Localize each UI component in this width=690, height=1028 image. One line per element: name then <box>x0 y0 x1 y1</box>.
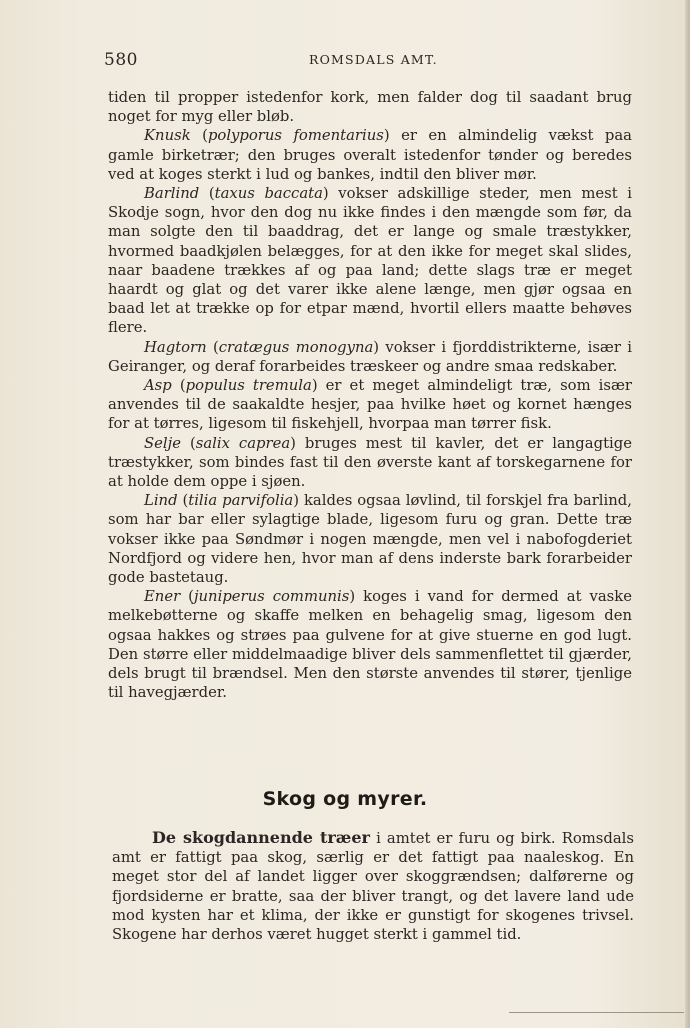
common-name: Barlind <box>144 185 200 203</box>
paragraph-barlind: Barlind (taxus baccata) vokser adskillige steder, men mest i Skodje sogn, hvor den dog nu ikke findes i den mængde som før, da man solgte den til baaddrag, det er lange og smale træstykker, hvormed baadkjølen belægges, for at den ikke for meget skal slides, naar baadene trækkes af og paa land; dette slags træ er meget haardt og glat og det varer ikke alene længe, men gjør ogsaa en baad let at trække op for etpar mænd, hvortil ellers maatte behøves flere. <box>108 185 632 337</box>
paragraph-text: kaldes ogsaa løvlind, til forskjel fra barlind, som har bar eller sylagtige blade, ligesom furu og gran. Dette træ vokser ikke paa Søndmør i nogen mængde, men vel i nabofogderiet Nordfjord og videre hen, hvor man af dens inderste bark forarbeider gode bastetaug. <box>108 492 632 587</box>
paragraph-text: koges i vand for dermed at vaske melkebøtterne og skaffe melken en behagelig smag, ligesom den ogsaa hakkes og strøes paa gulvene for at give stuerne en god lugt. Den større eller middelmaadige bliver dels sammenflettet til gjærder, dels brugt til brændsel. Men den største anvendes til stører, tjenlige til havegjærder. <box>108 588 633 702</box>
section-body <box>112 828 634 944</box>
paragraph-knusk: Knusk (polyporus fomentarius) er en almindelig vækst paa gamle birketrær; den bruges overalt istedenfor tønder og beredes ved at koges sterkt i lud og bankes, indtil den bliver mør. <box>108 127 632 183</box>
common-name: Hagtorn <box>144 338 207 356</box>
paragraph-text: vokser i fjorddistrikterne, især i Geiranger, og deraf forarbeides træskeer og andre smaa redskaber. <box>108 338 632 375</box>
page-number: 580 <box>104 50 138 70</box>
section-paragraph <box>112 828 634 944</box>
page-header <box>104 50 634 72</box>
latin-name: cratægus monogyna <box>218 338 374 356</box>
bottom-rule <box>509 1012 684 1013</box>
paragraph-hagtorn: Hagtorn (cratægus monogyna) vokser i fjorddistrikterne, især i Geiranger, og deraf forarbeides træskeer og andre smaa redskaber. <box>108 338 632 375</box>
latin-name: taxus baccata <box>214 185 323 203</box>
latin-name: tilia parvifolia <box>188 492 294 510</box>
paragraph-text: er en almindelig vækst paa gamle birketrær; den bruges overalt istedenfor tønder og beredes ved at koges sterkt i lud og bankes, indtil den bliver mør. <box>108 127 632 183</box>
common-name: Asp <box>144 377 172 395</box>
page-edge <box>685 0 690 1028</box>
paragraph-text: tiden til propper istedenfor kork, men falder dog til saadant brug noget for myg eller bløb. <box>108 89 632 126</box>
latin-name: populus tremula <box>185 377 312 395</box>
paragraph-text: bruges mest til kavler, det er langagtige træstykker, som bindes fast til den øverste kant af torskegarnene for at holde dem oppe i sjøen. <box>108 434 632 491</box>
common-name: Lind <box>144 492 178 510</box>
section-text: i amtet er furu og birk. Romsdals amt er fattigt paa skog, særlig er det fattigt paa naaleskog. En meget stor del af landet ligger over skoggrændsen; dalførerne og fjordsiderne er bratte, saa der bliver trangt, og det lavere land ude mod kysten har et klima, der ikke er gunstigt for skogenes trivsel. Skogene har derhos været hugget sterkt i gammel tid. <box>112 830 634 944</box>
paragraph-ener: Ener (juniperus communis) koges i vand for dermed at vaske melkebøtterne og skaffe melken en behagelig smag, ligesom den ogsaa hakkes og strøes paa gulvene for at give stuerne en god lugt. Den større eller middelmaadige bliver dels sammenflettet til gjærder, dels brugt til brændsel. Men den største anvendes til stører, tjenlige til havegjærder. <box>108 588 633 702</box>
paragraph-lind: Lind (tilia parvifolia) kaldes ogsaa løvlind, til forskjel fra barlind, som har bar eller sylagtige blade, ligesom furu og gran. Dette træ vokser ikke paa Søndmør i nogen mængde, men vel i nabofogderiet Nordfjord og videre hen, hvor man af dens inderste bark forarbeider gode bastetaug. <box>108 492 632 587</box>
running-head: ROMSDALS AMT. <box>309 52 438 67</box>
paragraph-asp: Asp (populus tremula) er et meget almindeligt træ, som især anvendes til de saakaldte hesjer, paa hvilke høet og kornet hænges for at tørres, ligesom til fiskehjell, hvorpaa man tørrer fisk. <box>108 377 632 433</box>
section-title: Skog og myrer. <box>262 788 428 810</box>
common-name: Selje <box>144 434 181 452</box>
common-name: Ener <box>144 588 181 606</box>
latin-name: salix caprea <box>195 434 291 452</box>
latin-name: polyporus fomentarius <box>207 127 384 145</box>
latin-name: juniperus communis <box>193 588 350 606</box>
section-lead: De skogdannende træer <box>152 828 370 847</box>
body-text <box>108 88 632 703</box>
paragraph-text: er et meget almindeligt træ, som især anvendes til de saakaldte hesjer, paa hvilke høet og kornet hænges for at tørres, ligesom til fiskehjell, hvorpaa man tørrer fisk. <box>108 377 632 433</box>
paragraph-selje: Selje (salix caprea) bruges mest til kavler, det er langagtige træstykker, som bindes fast til den øverste kant af torskegarnene for at holde dem oppe i sjøen. <box>108 434 632 491</box>
common-name: Knusk <box>144 127 191 145</box>
paragraph-continuation <box>108 88 632 126</box>
paragraph-text: vokser adskillige steder, men mest i Skodje sogn, hvor den dog nu ikke findes i den mængde som før, da man solgte den til baaddrag, det er lange og smale træstykker, hvormed baadkjølen belægges, for at den ikke for meget skal slides, naar baadene trækkes af og paa land; dette slags træ er meget haardt og glat og det varer ikke alene længe, men gjør ogsaa en baad let at trække op for etpar mænd, hvortil ellers maatte behøves flere. <box>108 185 632 337</box>
